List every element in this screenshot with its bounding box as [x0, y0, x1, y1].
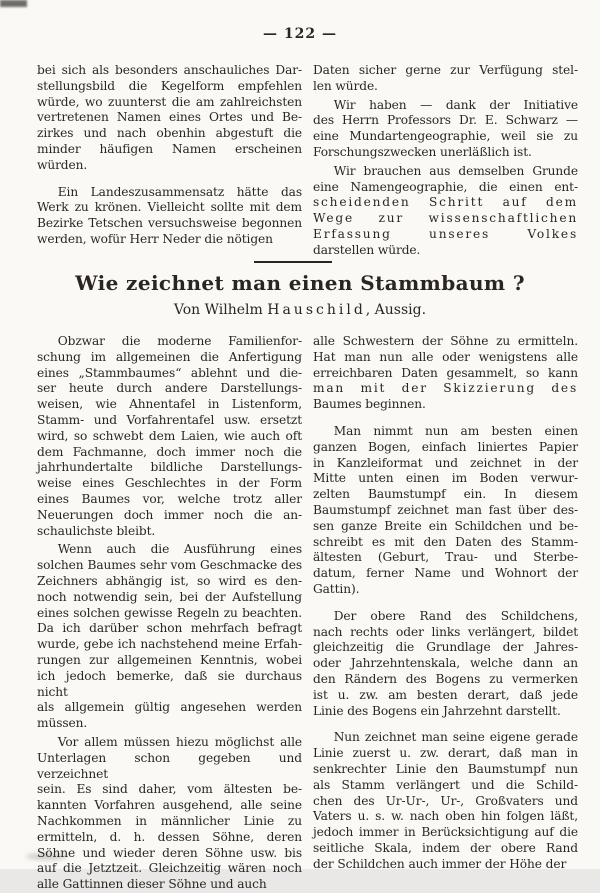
text-line: eine Namengeographie, die einen ent-	[313, 179, 578, 194]
text-line: würde, wo zuunterst die am zahlreichsten	[37, 94, 302, 109]
text-line: erreichbaren Daten gesammelt, so kann	[313, 365, 578, 380]
text-line: eine Mundartengeographie, weil sie zu	[313, 129, 578, 144]
paragraph	[37, 735, 302, 893]
text-line: auf die Jetztzeit. Gleichzeitig wären noch	[37, 861, 302, 876]
text-line: gleichzeitig die Grundlage der Jahres-	[313, 640, 578, 655]
text-line: den Rändern des Bogens zu vermerken	[313, 671, 578, 686]
top-left-column	[37, 63, 302, 259]
text-line: Werk zu krönen. Vielleicht sollte mit dem	[37, 200, 302, 215]
text-line: Unterlagen schon gegeben und verzeichnet	[37, 750, 302, 781]
text-line: eines „Stammbaumes“ ablehnt und die-	[37, 365, 302, 380]
text-line: Stamm- und Vorfahrentafel usw. ersetzt	[37, 412, 302, 427]
text-line: eines Baumes vor, welche trotz aller	[37, 491, 302, 506]
text-line: müssen.	[37, 716, 88, 731]
text-line: schaulichste bleibt.	[37, 523, 156, 538]
text-line: Gattin).	[313, 581, 360, 596]
text-line: als Stamm verlängert und die Schild-	[313, 777, 578, 792]
text-line: alle Schwestern der Söhne zu ermitteln.	[313, 334, 578, 348]
text-line: minder häufigen Namen erscheinen	[37, 141, 302, 156]
text-line: ist u. zw. am besten derart, daß jede	[313, 687, 578, 702]
text-line: darstellen würde.	[313, 242, 421, 257]
byline-author-name: Hauschild	[267, 302, 366, 318]
text-line: kannten Vorfahren ausgehend, alle seine	[37, 798, 302, 813]
page-number: — 122 —	[263, 26, 337, 42]
text-line: weise eines Geschlechtes in der Form	[37, 476, 302, 491]
top-right-column	[313, 63, 578, 259]
byline-prefix: Von Wilhelm	[173, 302, 268, 318]
text-line: des Herrn Professors Dr. E. Schwarz —	[313, 113, 578, 128]
text-line: Nun zeichnet man seine eigene gerade	[333, 730, 578, 745]
text-line: weisen, wie Ahnentafel in Listenform,	[37, 397, 302, 412]
text-line: Wege zur wissenschaftlichen	[313, 211, 578, 226]
text-line: chen des Ur-Ur-, Ur-, Großvaters und	[313, 793, 578, 808]
text-line: scheidenden Schritt auf dem	[313, 195, 578, 210]
text-line: alle Gattinnen dieser Söhne und auch	[37, 877, 267, 892]
text-line: dem Fachmanne, doch immer noch die	[37, 444, 302, 459]
text-line: Forschungszwecken unerläßlich ist.	[313, 144, 532, 159]
text-line: Mitte unten einen im Boden verwur-	[313, 471, 578, 486]
text-line: sein. Es sind daher, vom ältesten be-	[37, 782, 302, 797]
text-line: als allgemein gültig angesehen werden	[37, 700, 302, 715]
top-section	[37, 63, 578, 259]
section-divider-rule	[254, 261, 332, 263]
text-line: nach rechts oder links verlängert, bildet	[313, 624, 578, 639]
paragraph	[37, 185, 302, 248]
text-line: Söhne und wieder deren Söhne usw. bis	[37, 845, 302, 860]
body-left-column	[37, 334, 302, 893]
body-right-column	[313, 334, 578, 893]
text-line: datum, ferner Name und Wohnort der	[313, 566, 578, 581]
text-line: schung im allgemeinen die Anfertigung	[37, 349, 302, 364]
paragraph	[313, 334, 578, 413]
text-line: Ein Landeszusammensatz hätte das	[57, 184, 302, 199]
paragraph	[37, 63, 302, 174]
text-line: jahrhundertalte bildliche Darstellungs-	[37, 460, 302, 475]
text-line: senkrechter Linie den Baumstumpf nun	[313, 761, 578, 776]
text-line: ältesten (Geburt, Trau- und Sterbe-	[313, 550, 578, 565]
paragraph	[313, 609, 578, 720]
text-line: len würde.	[313, 78, 378, 93]
text-line: Linie des Bogens ein Jahrzehnt darstellt.	[313, 703, 561, 718]
text-line: wird, so schwebt dem Laien, wie auch oft	[37, 428, 302, 443]
text-line: Hat man nun alle oder wenigstens alle	[313, 349, 578, 364]
text-line: Erfassung unseres Volkes	[313, 226, 578, 241]
paragraph	[313, 98, 578, 161]
byline-suffix: , Aussig.	[365, 302, 427, 318]
text-line: ich jedoch bemerke, daß sie durchaus nicht	[37, 668, 302, 699]
text-line: Neuerungen doch immer noch die an-	[37, 507, 302, 522]
text-line: man mit der Skizzierung des	[313, 381, 578, 396]
text-line: werden, wofür Herr Neder die nötigen	[37, 231, 273, 246]
text-line: Wenn auch die Ausführung eines	[57, 542, 302, 557]
text-line: Bezirke Tetschen versuchsweise begonnen	[37, 216, 302, 231]
text-line: Nachkommen in männlicher Linie zu	[37, 813, 302, 828]
text-line: ser heute durch andere Darstellungs-	[37, 381, 302, 396]
text-line: jedoch immer in Berücksichtigung auf die	[313, 825, 578, 840]
text-line: der Schildchen auch immer der Höhe der	[313, 856, 567, 871]
text-line: Obzwar die moderne Familienfor-	[57, 334, 302, 348]
text-line: wurde, gebe ich nachstehend meine Erfah-	[37, 637, 302, 652]
article-body	[37, 334, 578, 893]
text-line: eines solchen gewisse Regeln zu beachten.	[37, 605, 302, 620]
text-line: Vor allem müssen hiezu möglichst alle	[57, 734, 302, 749]
article-byline	[0, 302, 600, 318]
text-line: bei sich als besonders anschauliches Dar-	[37, 63, 302, 77]
text-line: Zeichners abhängig ist, so wird es den-	[37, 573, 302, 588]
paragraph	[313, 730, 578, 872]
text-line: Wir brauchen aus demselben Grunde	[333, 163, 578, 178]
text-line: noch notwendig sein, bei der Aufstellung	[37, 589, 302, 604]
text-line: ermitteln, d. h. dessen Söhne, deren	[37, 829, 302, 844]
article-title: Wie zeichnet man einen Stammbaum ?	[75, 271, 525, 295]
text-line: seitliche Skala, indem der obere Rand	[313, 840, 578, 855]
text-line: vertretenen Namen eines Ortes und Be-	[37, 110, 302, 125]
text-line: solchen Baumes sehr vom Geschmacke des	[37, 558, 302, 573]
paragraph	[37, 542, 302, 732]
text-line: Der obere Rand des Schildchens,	[333, 608, 578, 623]
text-line: Baumes beginnen.	[313, 397, 426, 412]
text-line: Da ich darüber schon mehrfach befragt	[37, 621, 302, 636]
text-line: Man nimmt nun am besten einen	[333, 423, 578, 438]
text-line: Daten sicher gerne zur Verfügung stel-	[313, 63, 578, 77]
paragraph	[37, 334, 302, 539]
text-line: Linie zuerst u. zw. derart, daß man in	[313, 746, 578, 761]
text-line: ganzen Bogen, einfach liniertes Papier	[313, 439, 578, 454]
paragraph	[313, 63, 578, 95]
text-line: oder Jahrzehntenskala, welche dann an	[313, 656, 578, 671]
text-line: rungen zur allgemeinen Kenntnis, wobei	[37, 652, 302, 667]
text-line: Vaters u. s. w. nach oben hin folgen läßt,	[313, 809, 578, 824]
text-line: sen ganze Breite ein Schildchen und be-	[313, 518, 578, 533]
text-line: Wir haben — dank der Initiative	[333, 97, 578, 112]
scan-artifact-top-left	[0, 0, 27, 7]
text-line: schreibt es mit den Daten des Stamm-	[313, 534, 578, 549]
text-line: zelten Baumstumpf ein. In diesem	[313, 487, 578, 502]
text-line: stellungsbild die Kegelform empfehlen	[37, 78, 302, 93]
paragraph	[313, 424, 578, 598]
text-line: Baumstumpf zeichnet man fast über des-	[313, 502, 578, 517]
text-line: in Kanzleiformat und zeichnet in der	[313, 455, 578, 470]
text-line: würden.	[37, 157, 88, 172]
paragraph	[313, 164, 578, 259]
text-line: zirkes und nach obenhin abgestuft die	[37, 126, 302, 141]
